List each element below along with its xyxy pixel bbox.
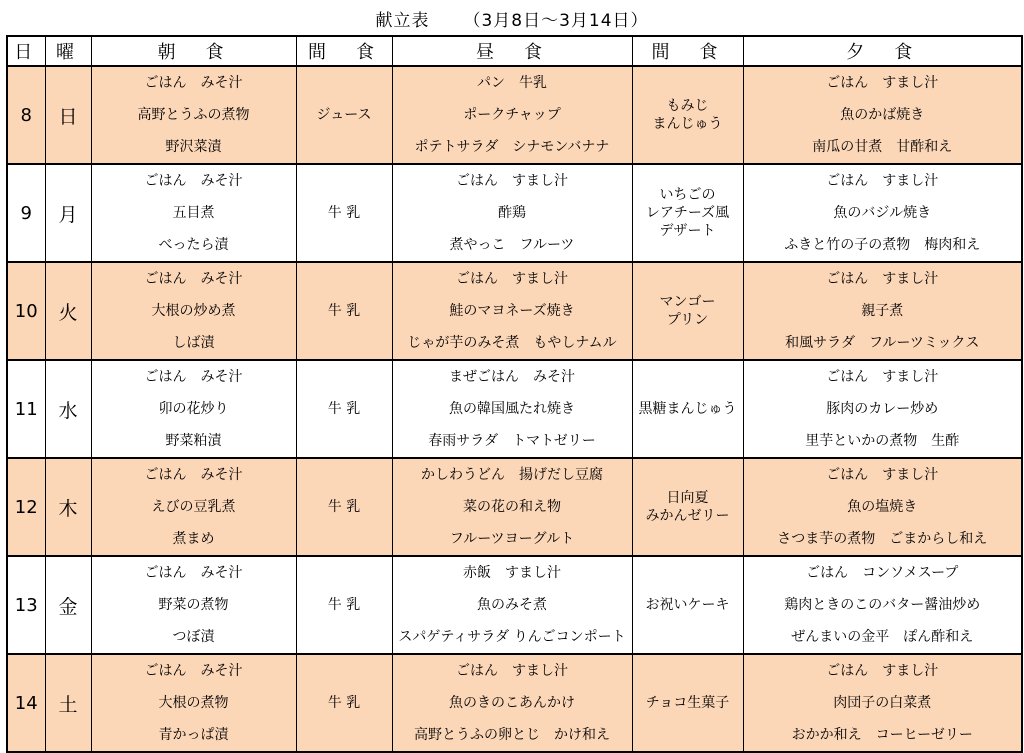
menu-item: 卯の花炒り [158,401,229,417]
weekday-cell: 土 [45,654,91,752]
snack-pm-cell: チョコ生菓子 [632,654,743,752]
menu-item: ごはん すまし汁 [826,75,939,91]
menu-item: 魚の塩焼き [847,499,918,515]
snack-am-cell: 牛 乳 [296,360,392,458]
menu-table [6,35,1023,753]
menu-item: 青かっぱ漬 [158,727,229,743]
menu-item: 菜の花の和え物 [463,499,561,515]
dinner-cell [743,458,1022,556]
menu-item: 煮やっこ フルーツ [449,237,575,253]
menu-item: スパゲティサラダ りんごコンポート [398,629,626,645]
snack-pm-cell: もみじ まんじゅう [632,66,743,164]
menu-item: べったら漬 [158,237,229,253]
menu-item: しば漬 [172,335,215,351]
menu-item: 煮まめ [172,531,215,547]
table-row [7,654,1022,752]
menu-item: 鶏肉ときのこのバター醤油炒め [784,597,981,613]
menu-item: ごはん すまし汁 [456,663,568,679]
menu-item: ごはん すまし汁 [826,271,939,287]
menu-item: ごはん みそ汁 [144,663,243,679]
menu-item: 豚肉のカレー炒め [826,401,939,417]
menu-item: さつま芋の煮物 ごまからし和え [777,531,988,547]
menu-item: 魚のかば焼き [840,107,925,123]
menu-item: ごはん すまし汁 [456,173,568,189]
dinner-cell [743,556,1022,654]
breakfast-cell [91,458,296,556]
menu-item: 五目煮 [172,205,215,221]
menu-item: 高野とうふの卵とじ かけ和え [414,727,610,743]
header-weekday: 曜 [45,36,91,66]
header-row [7,36,1022,66]
menu-item: ごはん みそ汁 [144,75,243,91]
lunch-cell [392,262,632,360]
table-row [7,164,1022,262]
snack-am-cell: 牛 乳 [296,654,392,752]
dinner-cell [743,654,1022,752]
snack-am-cell: 牛 乳 [296,262,392,360]
snack-am-cell: 牛 乳 [296,164,392,262]
lunch-cell [392,654,632,752]
breakfast-cell [91,262,296,360]
date-cell: 13 [7,556,45,654]
title-text: 献立表 [375,11,430,31]
menu-item: ポークチャップ [463,107,561,123]
menu-item: まぜごはん みそ汁 [449,369,575,385]
menu-item: ふきと竹の子の煮物 梅肉和え [784,237,981,253]
weekday-cell: 火 [45,262,91,360]
menu-item: ごはん コンソメスープ [806,565,959,581]
menu-item: じゃが芋のみそ煮 もやしナムル [407,335,617,351]
date-cell: 12 [7,458,45,556]
menu-item: おかか和え コーヒーゼリー [791,727,973,743]
dinner-cell [743,164,1022,262]
menu-item: 里芋といかの煮物 生酢 [805,433,960,449]
menu-item: 酢鶏 [498,205,526,221]
menu-item: ごはん みそ汁 [144,369,243,385]
header-breakfast: 朝 食 [91,36,296,66]
lunch-cell [392,164,632,262]
menu-item: つぼ漬 [172,629,215,645]
menu-item: 大根の炒め煮 [151,303,236,319]
snack-pm-cell: お祝いケーキ [632,556,743,654]
menu-item: パン 牛乳 [477,75,547,91]
dinner-cell [743,360,1022,458]
menu-item: 魚のみそ煮 [477,597,547,613]
menu-item: 魚のきのこあんかけ [449,695,575,711]
weekday-cell: 日 [45,66,91,164]
page-title [0,6,1024,31]
lunch-cell [392,458,632,556]
menu-item: 肉団子の白菜煮 [833,695,932,711]
header-snack-am: 間 食 [296,36,392,66]
menu-item: 赤飯 すまし汁 [463,565,561,581]
breakfast-cell [91,360,296,458]
menu-item: フルーツヨーグルト [449,531,575,547]
breakfast-cell [91,164,296,262]
menu-item: 鮭のマヨネーズ焼き [449,303,575,319]
snack-am-cell: ジュース [296,66,392,164]
header-date: 日 [7,36,45,66]
menu-item: えびの豆乳煮 [151,499,236,515]
lunch-cell [392,66,632,164]
lunch-cell [392,360,632,458]
menu-item: 魚のバジル焼き [833,205,932,221]
menu-item: 魚の韓国風たれ焼き [449,401,575,417]
menu-item: ごはん みそ汁 [144,565,243,581]
snack-pm-cell: 黒糖まんじゅう [632,360,743,458]
snack-pm-cell: マンゴー プリン [632,262,743,360]
menu-item: 野菜粕漬 [165,433,222,449]
menu-item: ごはん みそ汁 [144,173,243,189]
menu-item: ごはん みそ汁 [144,271,243,287]
breakfast-cell [91,654,296,752]
weekday-cell: 月 [45,164,91,262]
menu-item: 野沢菜漬 [165,139,222,155]
weekday-cell: 水 [45,360,91,458]
menu-item: 大根の煮物 [158,695,229,711]
table-row [7,262,1022,360]
lunch-cell [392,556,632,654]
menu-item: ごはん すまし汁 [456,271,568,287]
date-cell: 14 [7,654,45,752]
snack-pm-cell: 日向夏 みかんゼリー [632,458,743,556]
snack-pm-cell: いちごの レアチーズ風 デザート [632,164,743,262]
menu-item: ポテトサラダ シナモンバナナ [414,139,610,155]
menu-item: ごはん すまし汁 [826,467,939,483]
menu-item: 和風サラダ フルーツミックス [785,335,980,351]
breakfast-cell [91,556,296,654]
menu-item: 高野とうふの煮物 [137,107,250,123]
menu-item: ぜんまいの金平 ぽん酢和え [791,629,974,645]
header-dinner: 夕 食 [743,36,1022,66]
menu-item: 野菜の煮物 [158,597,229,613]
menu-item: 南瓜の甘煮 甘酢和え [812,139,953,155]
weekday-cell: 金 [45,556,91,654]
date-range: （3月8日～3月14日） [463,11,649,31]
table-row [7,360,1022,458]
menu-item: かしわうどん 揚げだし豆腐 [421,467,603,483]
breakfast-cell [91,66,296,164]
weekday-cell: 木 [45,458,91,556]
menu-item: ごはん すまし汁 [826,663,939,679]
snack-am-cell: 牛 乳 [296,458,392,556]
table-row [7,556,1022,654]
header-snack-pm: 間 食 [632,36,743,66]
dinner-cell [743,66,1022,164]
date-cell: 10 [7,262,45,360]
menu-item: 春雨サラダ トマトゼリー [428,433,596,449]
date-cell: 9 [7,164,45,262]
header-lunch: 昼 食 [392,36,632,66]
menu-item: ごはん すまし汁 [826,369,939,385]
table-row [7,458,1022,556]
menu-item: ごはん すまし汁 [826,173,939,189]
date-cell: 11 [7,360,45,458]
menu-item: ごはん みそ汁 [144,467,243,483]
date-cell: 8 [7,66,45,164]
dinner-cell [743,262,1022,360]
menu-item: 親子煮 [861,303,904,319]
table-row [7,66,1022,164]
snack-am-cell: 牛 乳 [296,556,392,654]
